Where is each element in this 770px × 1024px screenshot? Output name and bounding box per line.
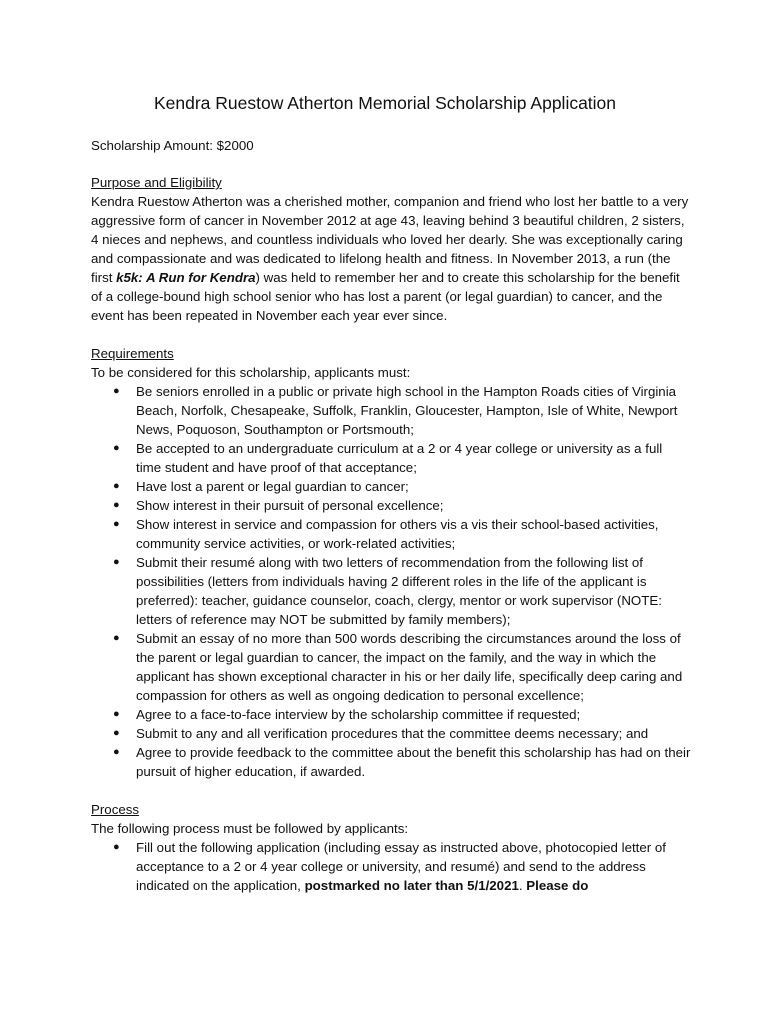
bullet-icon: ●	[113, 632, 120, 644]
bullet-icon: ●	[113, 518, 120, 530]
list-item	[91, 743, 691, 781]
requirement-text: Submit their resumé along with two letters of recommendation from the following list of possibilities (letters from individuals having 2 different roles in the life of the applicant is preferred): teacher, guidance counselor, coach, clergy, mentor or work supervisor (NOTE: letters of reference may NOT be submitted by family members);	[136, 555, 662, 627]
requirements-heading: Requirements	[91, 346, 174, 361]
requirements-section	[91, 344, 691, 781]
bullet-icon: ●	[113, 727, 120, 739]
process-section	[91, 800, 691, 895]
requirement-text: Agree to a face-to-face interview by the scholarship committee if requested;	[136, 707, 581, 722]
requirement-text: Agree to provide feedback to the committee about the benefit this scholarship has had on their pursuit of higher education, if awarded.	[136, 745, 691, 779]
list-item	[91, 477, 691, 496]
bullet-icon: ●	[113, 442, 120, 454]
list-item	[91, 439, 691, 477]
event-name: k5k: A Run for Kendra	[116, 270, 256, 285]
requirements-intro: To be considered for this scholarship, applicants must:	[91, 365, 411, 380]
bullet-icon: ●	[113, 385, 120, 397]
purpose-heading: Purpose and Eligibility	[91, 175, 222, 190]
list-item	[91, 382, 691, 439]
deadline-text: postmarked no later than 5/1/2021	[304, 878, 519, 893]
requirement-text: Submit an essay of no more than 500 words describing the circumstances around the loss of the parent or legal guardian to cancer, the impact on the family, and the way in which the applicant has shown exceptional character in his or her daily life, specifically deep caring and compassion for others as well as ongoing dedication to personal excellence;	[136, 631, 683, 703]
bullet-icon: ●	[113, 708, 120, 720]
document-title: Kendra Ruestow Atherton Memorial Scholarship Application	[153, 93, 617, 113]
bullet-icon: ●	[113, 556, 120, 568]
document-body	[91, 136, 691, 914]
list-item	[91, 724, 691, 743]
requirement-text: Be accepted to an undergraduate curriculum at a 2 or 4 year college or university as a full time student and have proof of that acceptance;	[136, 441, 663, 475]
process-list	[91, 838, 691, 895]
list-item	[91, 515, 691, 553]
requirement-text: Show interest in service and compassion for others vis a vis their school-based activities, community service activities, or work-related activities;	[136, 517, 659, 551]
process-heading: Process	[91, 802, 140, 817]
process-item-bold: Please do	[526, 878, 589, 893]
purpose-section	[91, 173, 691, 325]
list-item	[91, 553, 691, 629]
list-item	[91, 838, 691, 895]
scholarship-amount: Scholarship Amount: $2000	[91, 138, 254, 153]
bullet-icon: ●	[113, 841, 120, 853]
requirement-text: Submit to any and all verification procedures that the committee deems necessary; and	[136, 726, 649, 741]
requirement-text: Be seniors enrolled in a public or private high school in the Hampton Roads cities of Virginia Beach, Norfolk, Chesapeake, Suffolk, Franklin, Gloucester, Hampton, Isle of White, Newport News, Poquoson, Southampton or Portsmouth;	[136, 384, 678, 437]
requirement-text: Show interest in their pursuit of personal excellence;	[136, 498, 444, 513]
requirements-list	[91, 382, 691, 781]
process-item-text: Fill out the following application (including essay as instructed above, photocopied letter of acceptance to a 2 or 4 year college or university, and resumé) and send to the address indicated on the application,	[136, 840, 666, 893]
purpose-text-b: ) was held to remember her and to create this scholarship for the benefit of a college-bound high school senior who has lost a parent (or legal guardian) to cancer, and the event has been repeated in November each year ever since.	[91, 270, 680, 323]
process-intro: The following process must be followed by applicants:	[91, 821, 409, 836]
requirement-text: Have lost a parent or legal guardian to cancer;	[136, 479, 409, 494]
process-item-sep: .	[518, 878, 527, 893]
bullet-icon: ●	[113, 480, 120, 492]
purpose-text-a: Kendra Ruestow Atherton was a cherished mother, companion and friend who lost her battle to a very aggressive form of cancer in November 2012 at age 43, leaving behind 3 beautiful children, 2 sisters, 4 nieces and nephews, and countless individuals who loved her dearly. She was exceptionally caring and compassionate and was dedicated to lifelong health and fitness. In November 2013, a run (the first	[91, 194, 689, 285]
bullet-icon: ●	[113, 499, 120, 511]
list-item	[91, 629, 691, 705]
bullet-icon: ●	[113, 746, 120, 758]
purpose-paragraph	[91, 192, 691, 325]
list-item	[91, 705, 691, 724]
list-item	[91, 496, 691, 515]
